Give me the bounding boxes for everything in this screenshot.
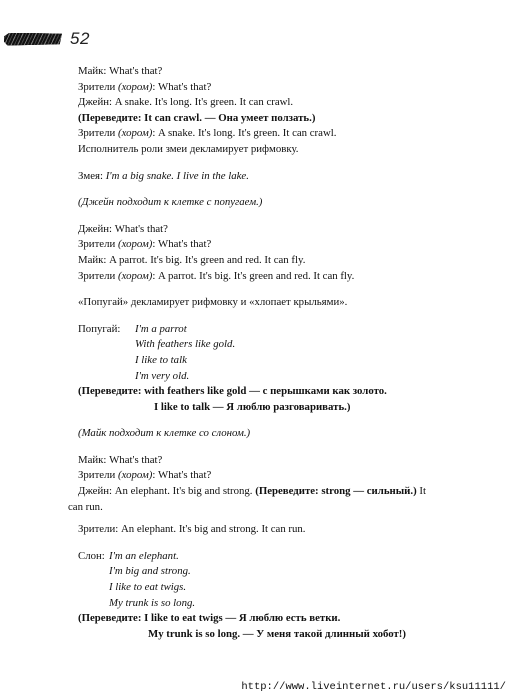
text-line: «Попугай» декламирует рифмовку и «хлопает крыльями».: [78, 296, 348, 309]
text-line: Майк: A parrot. It's big. It's green and red. It can fly.: [78, 253, 306, 266]
translation-note: I like to talk — Я люблю разговаривать.): [154, 400, 351, 413]
text-line: Зрители (хором): A parrot. It's big. It's green and red. It can fly.: [78, 269, 355, 282]
poem-line: I like to talk: [135, 353, 187, 366]
translation-note: (Переведите: I like to eat twigs — Я люблю есть ветки.: [78, 612, 341, 625]
text-line: Зрители (хором): A snake. It's long. It's green. It can crawl.: [78, 127, 337, 140]
source-url: http://www.liveinternet.ru/users/ksu11111/: [241, 681, 506, 693]
poem-line: Слон:I'm an elephant.: [78, 549, 179, 562]
poem-line: I'm very old.: [135, 369, 190, 382]
page-text: [68, 64, 478, 642]
poem-line: Попугай:I'm a parrot: [78, 322, 187, 335]
text-line: Джейн: An elephant. It's big and strong. (Переведите: strong — сильный.) It: [78, 485, 426, 498]
text-line: Майк: What's that?: [78, 453, 163, 466]
text-line: can run.: [68, 500, 103, 513]
translation-note: (Переведите: with feathers like gold — с перышками как золото.: [78, 385, 387, 398]
text-line: Зрители (хором): What's that?: [78, 469, 212, 482]
text-line: Джейн: What's that?: [78, 222, 168, 235]
poem-line: With feathers like gold.: [135, 338, 236, 351]
page-header: [4, 29, 90, 49]
text-line: Джейн: A snake. It's long. It's green. It can crawl.: [78, 96, 294, 109]
text-line: (Переведите: It can crawl. — Она умеет ползать.): [78, 111, 316, 124]
poem-line: I like to eat twigs.: [109, 581, 187, 594]
header-decoration: [4, 33, 62, 46]
poem-line: I'm big and strong.: [109, 565, 191, 578]
text-line: Майк: What's that?: [78, 65, 163, 77]
stage-direction: (Джейн подходит к клетке с попугаем.): [78, 196, 263, 209]
stage-direction: (Майк подходит к клетке со слоном.): [78, 427, 251, 440]
translation-note: My trunk is so long. — У меня такой длинный хобот!): [148, 627, 406, 640]
text-line: Зрители: An elephant. It's big and strong. It can run.: [78, 523, 306, 536]
poem-line: My trunk is so long.: [109, 596, 196, 609]
text-line: Зрители (хором): What's that?: [78, 80, 212, 93]
page-number: 52: [70, 29, 90, 48]
text-line: Змея: I'm a big snake. I live in the lake.: [78, 169, 249, 182]
text-line: Исполнитель роли змеи декламирует рифмовку.: [78, 142, 299, 155]
text-line: Зрители (хором): What's that?: [78, 238, 212, 251]
